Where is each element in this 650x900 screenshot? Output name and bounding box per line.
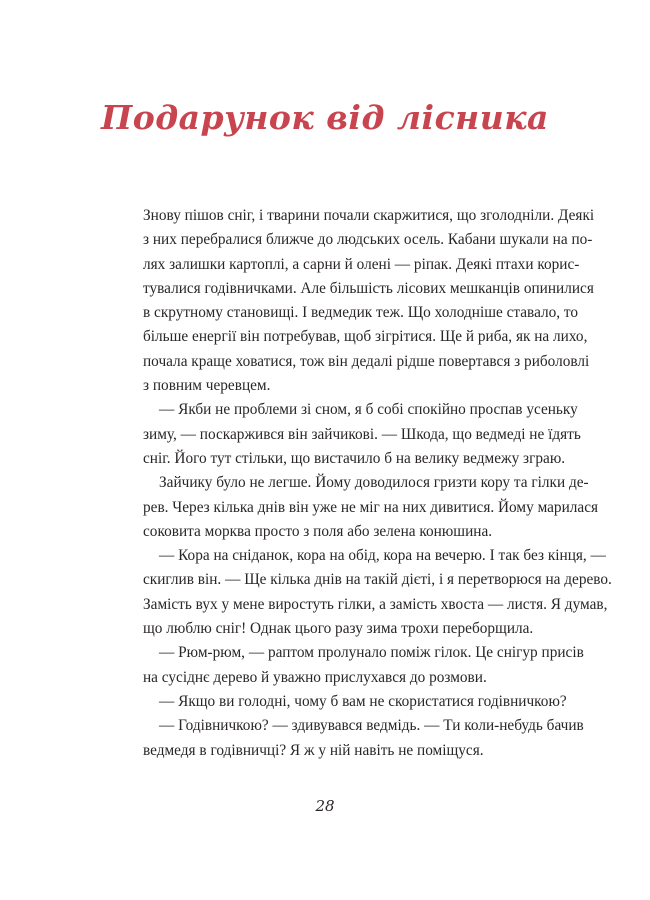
paragraph (143, 641, 584, 690)
text-line: на сусіднє дерево й уважно прислухався до розмови. (143, 668, 487, 686)
text-line: зиму, — поскаржився він зайчикові. — Шкода, що ведмеді не їдять (143, 425, 581, 443)
text-line: Зайчику було не легше. Йому доводилося гризти кору та гілки де- (159, 474, 589, 492)
chapter-title: Подарунок від лісника (101, 98, 549, 137)
text-line: — Якщо ви голодні, чому б вам не скористатися годівничкою? (159, 692, 567, 710)
text-line: рев. Через кілька днів він уже не міг на них дивитися. Йому марилася (143, 498, 599, 516)
text-line: більше енергії він потребував, щоб зігрітися. Ще й риба, як на лихо, (143, 328, 588, 346)
text-line: соковита морква просто з поля або зелена конюшина. (143, 522, 493, 540)
paragraph (143, 471, 599, 544)
paragraph (143, 690, 567, 714)
text-line: з повним черевцем. (143, 377, 271, 395)
text-line: лях залишки картоплі, а сарни й олені — ріпак. Деякі птахи корис- (143, 255, 580, 273)
body-text (143, 204, 612, 763)
text-line: — Кора на сніданок, кора на обід, кора на вечерю. І так без кінця, — (159, 547, 606, 565)
text-line: з них перебралися ближче до людських осель. Кабани шукали на по- (143, 231, 593, 249)
paragraph (143, 714, 584, 763)
text-line: — Якби не проблеми зі сном, я б собі спокійно проспав усеньку (159, 401, 578, 419)
text-line: — Рюм-рюм, — раптом пролунало поміж гілок. Це снігур присів (159, 644, 584, 662)
text-line: в скрутному становищі. І ведмедик теж. Що холодніше ставало, то (143, 304, 579, 322)
page-number: 28 (315, 797, 335, 815)
paragraph (143, 544, 612, 641)
text-line: скиглив він. — Ще кілька днів на такій дієті, і я перетворюся на дерево. (143, 571, 612, 589)
text-line: що люблю сніг! Однак цього разу зима трохи переборщила. (143, 620, 534, 638)
text-line: сніг. Його тут стільки, що вистачило б на велику ведмежу зграю. (143, 449, 566, 467)
text-line: тувалися годівничками. Але більшість лісових мешканців опинилися (143, 279, 594, 297)
paragraph (143, 204, 595, 398)
text-line: Замість вух у мене виростуть гілки, а замість хвоста — листя. Я думав, (143, 595, 608, 613)
text-line: — Годівничкою? — здивувався ведмідь. — Ти коли-небудь бачив (159, 717, 584, 735)
paragraph (143, 398, 581, 471)
text-line: почала краще ховатися, тож він дедалі рідше повертався з риболовлі (143, 352, 590, 370)
text-line: ведмедя в годівничці? Я ж у ній навіть не поміщуся. (143, 741, 484, 759)
text-line: Знову пішов сніг, і тварини почали скаржитися, що зголодніли. Деякі (143, 207, 595, 224)
